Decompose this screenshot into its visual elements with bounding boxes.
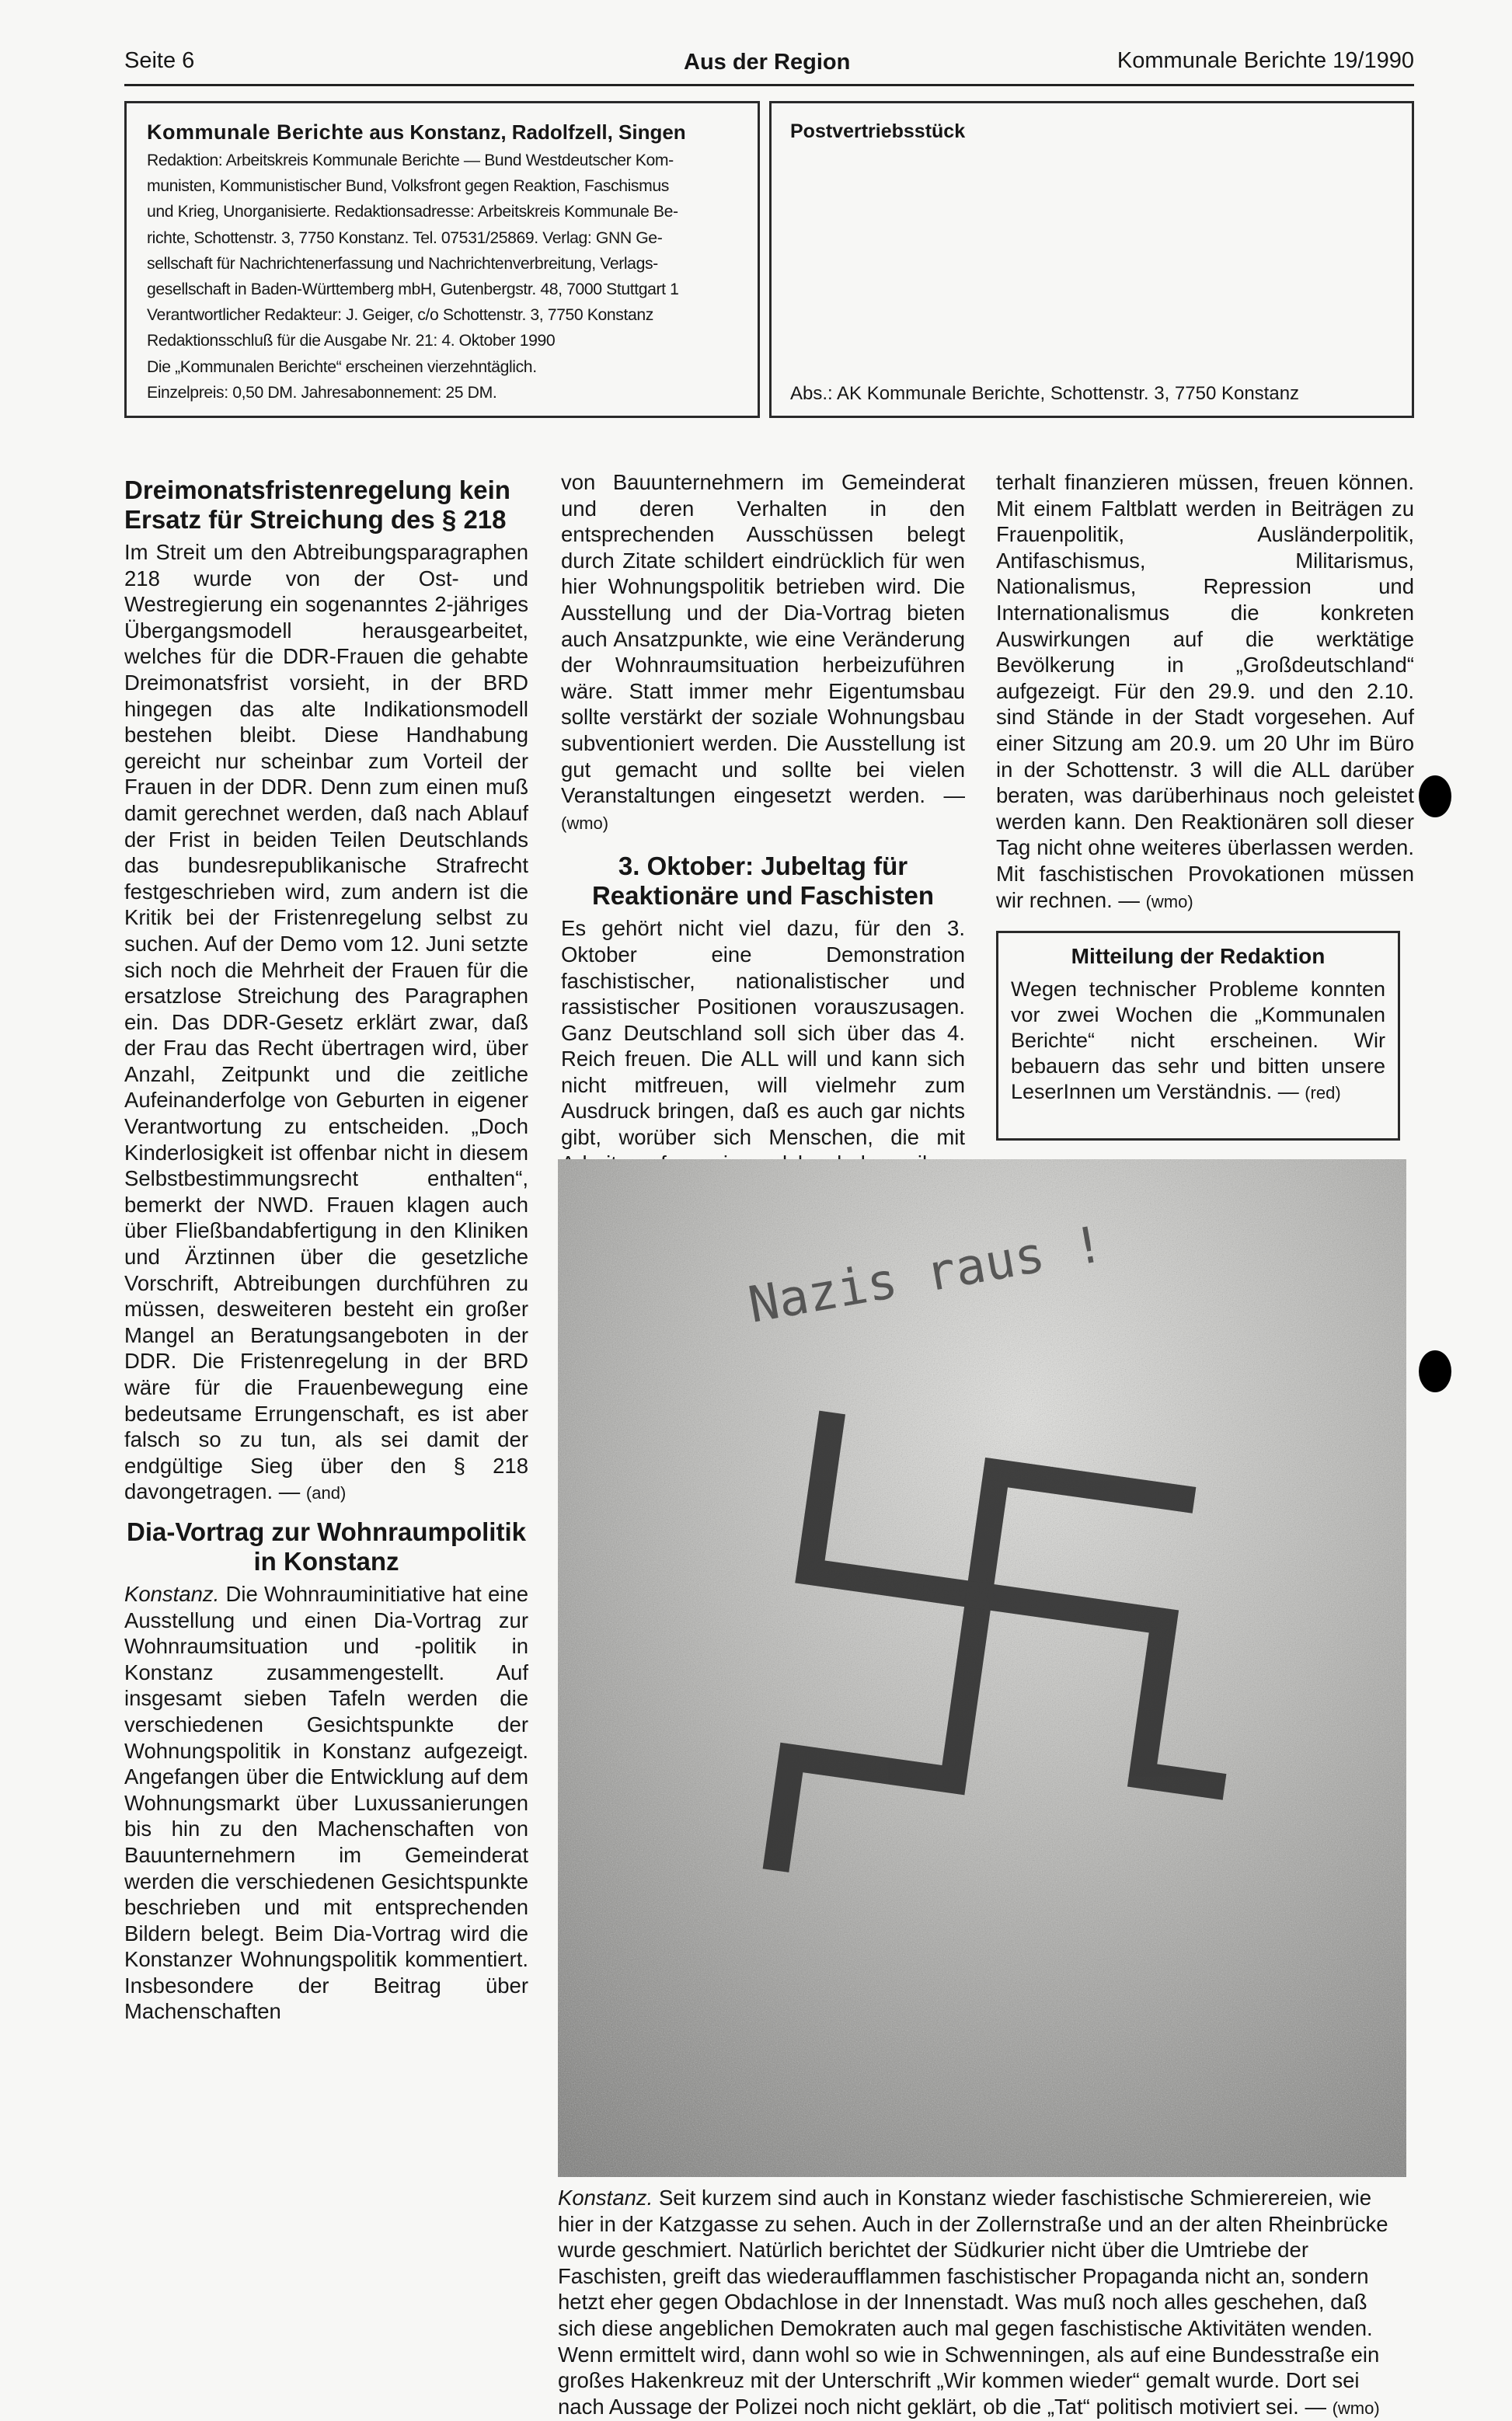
postage-title: Postvertriebsstück [790,120,966,142]
imprint-line: Die „Kommunalen Berichte“ erscheinen vierzehntäglich. [147,357,537,376]
article-headline: Dreimonatsfristenregelung kein Ersatz für Streichung des § 218 [124,475,510,534]
article-text: Es gehört nicht viel dazu, für den 3. Oktober eine Demonstration faschistischer, nationalistischer und rassistischer Positionen vorauszusagen. Ganz Deutschland soll sich über das 4. Reich freuen. Die ALL will und kann sich nicht mitfreuen, will vielmehr zum Ausdruck bringen, daß es auch gar nichts gibt, worüber sich Menschen, die mit [561,916,965,1150]
imprint-line: richte, Schottenstr. 3, 7750 Konstanz. Tel. 07531/25869. Verlag: GNN Ge- [147,228,663,247]
imprint-line: sellschaft für Nachrichtenerfassung und Nachrichtenverbreitung, Verlags- [147,254,658,273]
sender-address: Abs.: AK Kommunale Berichte, Schottenstr. 3, 7750 Konstanz [790,383,1300,404]
article-body [124,1581,528,2025]
article-byline: (wmo) [1145,891,1193,911]
graffiti-photo [558,1159,1406,2177]
imprint-line: Redaktionsschluß für die Ausgabe Nr. 21: 4. Oktober 1990 [147,332,556,350]
header-rule [124,84,1414,86]
article-body [561,469,965,836]
imprint-body [147,148,737,406]
page-header [124,48,1414,87]
article-text: von Bauunternehmern im Gemeinderat und deren Verhalten in den entsprechenden Ausschüssen belegt durch Zitate schildert eindrücklich für wen hier Wohnungspolitik betrieben wird. Die Ausstellung und der Dia-Vortrag bieten auch Ansatzpunkte, wie eine Veränderung der Wohnraumsituation herbeizuführen wäre. Statt immer mehr Eigentumsbau sollte verstärkt der soziale Wohnungsbau subventioniert werden. Die Ausstellung ist gut gemacht und sollte bei vielen Veranstaltungen eingesetzt werden. — [561,470,965,808]
punch-hole [1419,1350,1451,1392]
notice-title: Mitteilung der Redaktion [1071,944,1326,968]
article-headline: 3. Oktober: Jubeltag für Reaktionäre und Faschisten [591,852,935,911]
imprint-line: und Krieg, Unorganisierte. Redaktionsadresse: Arbeitskreis Kommunale Be- [147,203,678,221]
column-3 [996,469,1414,914]
editorial-notice [996,931,1400,1141]
column-2 [561,469,965,1203]
article-byline: (wmo) [561,813,609,833]
graffiti-text: Nazis raus ! [744,1215,1109,1335]
section-title: Aus der Region [684,50,851,75]
imprint-line: munisten, Kommunistischer Bund, Volksfront gegen Reaktion, Faschismus [147,177,669,196]
imprint-line: Verantwortlicher Redakteur: J. Geiger, c/o Schottenstr. 3, 7750 Konstanz [147,306,653,325]
column-1 [124,475,528,2025]
article-text: Die Wohnrauminitiative hat eine Ausstellung und einen Dia-Vortrag zur Wohnraumsituation und -politik in Konstanz zusammengestellt. Auf insgesamt sieben Tafeln werden die verschiedenen Gesichtspunkte der Wohnungspolitik in Konstanz aufgezeigt. Angefangen über die Entwicklung auf dem Wohnungsmarkt über Luxussanierungen bis hin zu den Machenschaften von Bauunternehmern im Gemeinderat werden die verschiedenen Gesichtspunkte beschrieben und mit entsprechenden Bildern belegt. Beim Dia-Vortrag wird die Konstanzer Wohnungspolitik kommentiert. Insbesondere der Beitrag über Machenschaften [124,1581,528,2024]
photo-image [558,1159,1406,2177]
photo-caption [558,2185,1406,2421]
punch-hole [1419,775,1451,817]
article-headline: Dia-Vortrag zur Wohnraumpolitik in Konstanz [127,1517,526,1576]
notice-text: Wegen technischer Probleme konnten vor zwei Wochen die „Kommunalen Berichte“ nicht erscheinen. Wir bebauern das sehr und bitten unsere LeserInnen um Verständnis. — [1011,977,1385,1103]
notice-body [1011,977,1385,1106]
article-text: Im Streit um den Abtreibungsparagraphen 218 wurde von der Ost- und Westregierung ein sogenanntes 2-jähriges Übergangsmodell herausgearbeitet, welches für die DDR-Frauen die gehabte Dreimonatsfrist vorsieht, in der BRD hingegen das alte Indikationsmodell bestehen bleibt. Diese Handhabung gereicht nur scheinbar zum Vorteil der Frauen in der DDR. Denn zum einen muß damit gerechnet werden, daß nach Ablauf der Frist in beiden Teilen Deutschlands das bundesrepublikanische Strafrecht festgeschrieben wird, zum andern ist die Kritik bei der Fristenregelung selbst zu suchen. Auf der Demo vom 12. Juni setzte sich noch die Mehrheit der Frauen für die ersatzlose Streichung des Paragraphen ein. Das DDR-Gesetz erklärt zwar, daß der Frau das Recht übertragen wird, über Anzahl, Zeitpunkt und die zeitliche Aufeinanderfolge von Geburten in eigener Verantwortung zu entscheiden. „Doch Kinderlosigkeit ist offenbar nicht in diesem Selbstbestimmungsrecht enthalten“, bemerkt der NWD. Frauen klagen auch über Fließbandabfertigung in den Kliniken und Ärztinnen über die gesetzliche Vorschrift, Abtreibungen durchführen zu müssen, desweiteren besteht ein großer Mangel an Beratungsangeboten in der DDR. Die Fristenregelung in der BRD wäre für die Frauenbewegung eine bedeutsame Errungenschaft, es ist aber falsch so zu tun, als sei damit der endgültige Sieg über den § 218 davongetragen. — [124,540,528,1504]
caption-city: Konstanz. [558,2186,653,2210]
article-byline: (and) [305,1483,347,1503]
imprint-box [124,101,760,418]
imprint-line: Einzelpreis: 0,50 DM. Jahresabonnement: 25 DM. [147,383,497,402]
caption-text: Seit kurzem sind auch in Konstanz wieder faschistische Schmierereien, wie hier in der Katzgasse zu sehen. Auch in der Zollernstraße und an der alten Rheinbrücke wurde geschmiert. Natürlich berichtet der Südkurier nicht über die Umtriebe der Faschisten, greift das wiederaufflammen faschistischer Propaganda nicht an, sondern hetzt eher gegen Obdachlose in der Innenstadt. Was muß noch alles geschehen, daß sich diese angeblichen Demokraten auch mal gegen faschistische Aktivitäten wenden. Wenn ermittelt wird, dann wohl so wie in Schwenningen, als auf eine Bundesstraße ein großes Hakenkreuz mit der Unterschrift „Wir kommen wieder“ gemalt wurde. Dort sei nach Aussage der Polizei noch nicht geklärt, ob die „Tat“ politisch motiviert sei. — [558,2186,1388,2419]
notice-byline: (red) [1305,1083,1341,1103]
imprint-title [147,120,737,145]
postage-box [769,101,1414,418]
article-body [124,539,528,1507]
article-text: terhalt finanzieren müssen, freuen können. Mit einem Faltblatt werden in Beiträgen zu Frauenpolitik, Ausländerpolitik, Antifaschismus, Militarismus, Nationalismus, Repression und Internationalismus die konkreten Auswirkungen auf die werktätige Bevölkerung in „Großdeutschland“ aufgezeigt. Für den 29.9. und den 2.10. sind Stände in der Stadt vorgesehen. Auf einer Sitzung am 20.9. um 20 Uhr im Büro in der Schottenstr. 3 will die ALL darüber beraten, was darüberhinaus noch geleistet werden kann. Den Reaktionären soll dieser Tag nicht ohne weiteres überlassen werden. Mit faschistischen Provokationen müssen wir rechnen. — [996,470,1414,912]
issue-label: Kommunale Berichte 19/1990 [1117,48,1414,73]
article-city: Konstanz. [124,1581,220,1606]
caption-byline: (wmo) [1332,2398,1380,2418]
imprint-line: gesellschaft in Baden-Württemberg mbH, Gutenbergstr. 48, 7000 Stuttgart 1 [147,280,679,299]
imprint-line: Redaktion: Arbeitskreis Kommunale Berichte — Bund Westdeutscher Kom- [147,152,674,169]
page-number: Seite 6 [124,48,195,73]
imprint-title-rest: aus Konstanz, Radolfzell, Singen [369,120,686,144]
article-body [996,469,1414,914]
imprint-brand: Kommunale Berichte [147,120,364,144]
